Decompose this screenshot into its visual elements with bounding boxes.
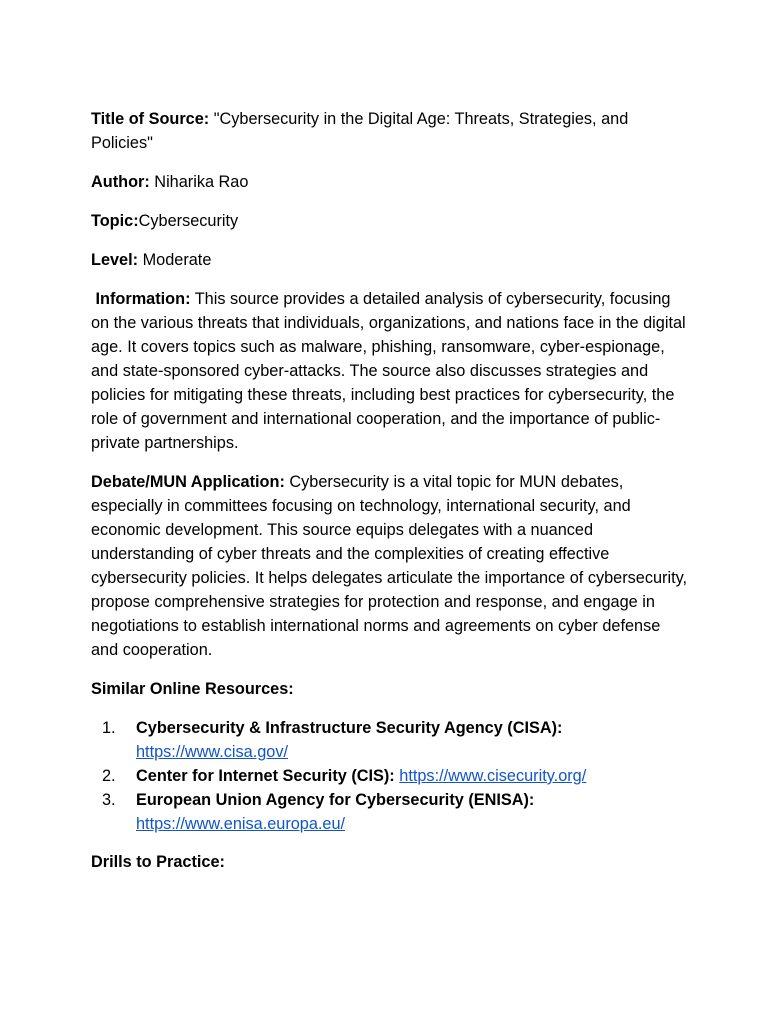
list-item-number: 1. bbox=[102, 719, 116, 737]
author-value: Niharika Rao bbox=[149, 173, 249, 191]
topic-paragraph bbox=[91, 209, 691, 233]
debate-application-label: Debate/MUN Application: bbox=[91, 473, 285, 491]
title-of-source-paragraph bbox=[91, 107, 691, 155]
resource-link-cis[interactable]: https://www.cisecurity.org/ bbox=[399, 767, 587, 785]
level-label: Level: bbox=[91, 251, 139, 269]
resource-link-cisa[interactable]: https://www.cisa.gov/ bbox=[136, 743, 289, 761]
topic-label: Topic: bbox=[91, 212, 139, 230]
information-paragraph bbox=[91, 287, 691, 455]
list-item-number: 2. bbox=[102, 767, 116, 785]
resource-name: Cybersecurity & Infrastructure Security Agency (CISA): bbox=[136, 719, 563, 737]
information-value: This source provides a detailed analysis of cybersecurity, focusing on the various threats that individuals, organizations, and nations face in the digital age. It covers topics such as malware, phishing, ransomware, cyber-espionage, and state-sponsored cyber-attacks. The source also discusses strategies and policies for mitigating these threats, including best practices for cybersecurity, the role of government and international cooperation, and the importance of public-private partnerships. bbox=[91, 290, 686, 452]
resource-name: European Union Agency for Cybersecurity (ENISA): bbox=[136, 791, 535, 809]
resource-link-enisa[interactable]: https://www.enisa.europa.eu/ bbox=[136, 815, 346, 833]
similar-resources-heading: Similar Online Resources: bbox=[91, 680, 294, 698]
resource-name: Center for Internet Security (CIS): bbox=[136, 767, 395, 785]
information-label: Information: bbox=[95, 290, 191, 308]
list-item bbox=[102, 788, 691, 836]
list-item-number: 3. bbox=[102, 791, 116, 809]
document-page bbox=[91, 107, 691, 874]
list-item bbox=[102, 764, 691, 788]
author-paragraph bbox=[91, 170, 691, 194]
debate-application-paragraph bbox=[91, 470, 691, 662]
list-item bbox=[102, 716, 691, 764]
topic-value: Cybersecurity bbox=[138, 212, 239, 230]
similar-resources-list bbox=[91, 716, 691, 836]
title-of-source-value: "Cybersecurity in the Digital Age: Threats, Strategies, and Policies" bbox=[91, 110, 629, 152]
author-label: Author: bbox=[91, 173, 150, 191]
drills-heading: Drills to Practice: bbox=[91, 853, 225, 871]
level-paragraph bbox=[91, 248, 691, 272]
title-of-source-label: Title of Source: bbox=[91, 110, 210, 128]
level-value: Moderate bbox=[138, 251, 212, 269]
debate-application-value: Cybersecurity is a vital topic for MUN debates, especially in committees focusing on technology, international security, and economic development. This source equips delegates with a nuanced understanding of cyber threats and the complexities of creating effective cybersecurity policies. It helps delegates articulate the importance of cybersecurity, propose comprehensive strategies for protection and response, and engage in negotiations to establish international norms and agreements on cyber defense and cooperation. bbox=[91, 473, 688, 659]
